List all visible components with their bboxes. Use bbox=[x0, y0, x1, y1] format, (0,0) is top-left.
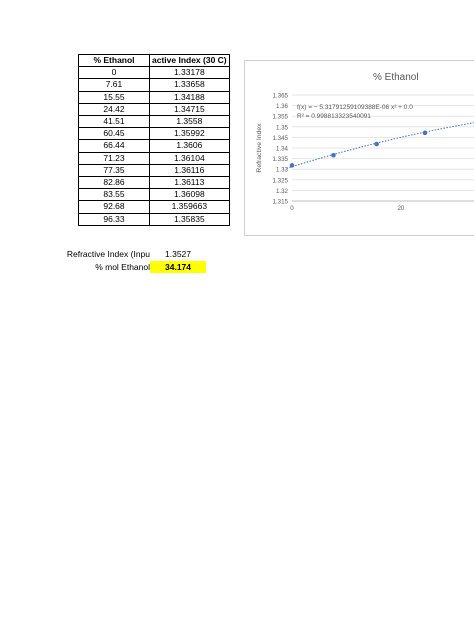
output-label: % mol Ethanol bbox=[95, 262, 150, 272]
y-tick-label: 1.345 bbox=[272, 134, 288, 142]
header-percent-ethanol[interactable]: % Ethanol bbox=[79, 55, 150, 67]
table-row bbox=[79, 116, 230, 128]
cell-refractive-index[interactable]: 1.33178 bbox=[150, 67, 230, 79]
input-value-cell[interactable]: 1.3527 bbox=[165, 249, 191, 259]
table-row bbox=[79, 91, 230, 103]
x-tick-label: 20 bbox=[397, 205, 405, 212]
data-point bbox=[374, 142, 379, 147]
cell-percent-ethanol[interactable]: 60.45 bbox=[79, 128, 150, 140]
table-header-row bbox=[79, 55, 230, 67]
data-point bbox=[423, 131, 428, 136]
y-tick-label: 1.34 bbox=[275, 145, 288, 153]
table-row bbox=[79, 79, 230, 91]
cell-refractive-index[interactable]: 1.34188 bbox=[150, 91, 230, 103]
calculator bbox=[66, 248, 226, 278]
cell-percent-ethanol[interactable]: 15.55 bbox=[79, 91, 150, 103]
cell-refractive-index[interactable]: 1.33658 bbox=[150, 79, 230, 91]
header-refractive-index[interactable]: active Index (30 C) bbox=[150, 55, 230, 67]
table-row bbox=[79, 67, 230, 79]
y-tick-label: 1.355 bbox=[272, 113, 288, 121]
scatter-chart bbox=[245, 61, 474, 235]
input-label: Refractive Index (Inpu bbox=[66, 249, 150, 259]
cell-percent-ethanol[interactable]: 92.68 bbox=[79, 201, 150, 213]
cell-refractive-index[interactable]: 1.3606 bbox=[150, 140, 230, 152]
table-row bbox=[79, 201, 230, 213]
table-row bbox=[79, 128, 230, 140]
cell-refractive-index[interactable]: 1.36104 bbox=[150, 152, 230, 164]
y-axis-label: Refractive Index bbox=[256, 123, 263, 173]
cell-refractive-index[interactable]: 1.34715 bbox=[150, 103, 230, 115]
cell-percent-ethanol[interactable]: 0 bbox=[79, 67, 150, 79]
table-row bbox=[79, 189, 230, 201]
table-row bbox=[79, 164, 230, 176]
cell-percent-ethanol[interactable]: 96.33 bbox=[79, 213, 150, 225]
cell-percent-ethanol[interactable]: 77.35 bbox=[79, 164, 150, 176]
table-row bbox=[79, 140, 230, 152]
cell-percent-ethanol[interactable]: 41.51 bbox=[79, 116, 150, 128]
cell-percent-ethanol[interactable]: 66.44 bbox=[79, 140, 150, 152]
table-row bbox=[79, 103, 230, 115]
data-table bbox=[78, 54, 230, 226]
y-tick-label: 1.36 bbox=[275, 103, 288, 111]
x-tick-label: 0 bbox=[290, 205, 294, 212]
y-tick-label: 1.32 bbox=[275, 187, 288, 195]
y-tick-label: 1.335 bbox=[272, 156, 288, 164]
cell-refractive-index[interactable]: 1.3558 bbox=[150, 116, 230, 128]
table-row bbox=[79, 152, 230, 164]
output-value-cell[interactable]: 34.174 bbox=[150, 261, 206, 273]
y-tick-label: 1.315 bbox=[272, 198, 288, 206]
cell-percent-ethanol[interactable]: 7.61 bbox=[79, 79, 150, 91]
cell-refractive-index[interactable]: 1.35835 bbox=[150, 213, 230, 225]
table-row bbox=[79, 213, 230, 225]
y-tick-label: 1.33 bbox=[275, 166, 288, 174]
cell-percent-ethanol[interactable]: 83.55 bbox=[79, 189, 150, 201]
y-tick-label: 1.365 bbox=[272, 92, 288, 100]
chart-title: % Ethanol bbox=[373, 72, 419, 83]
chart-panel[interactable] bbox=[244, 60, 474, 236]
cell-percent-ethanol[interactable]: 82.86 bbox=[79, 177, 150, 189]
r-squared-label: R² = 0.998813323540091 bbox=[297, 113, 371, 120]
cell-percent-ethanol[interactable]: 71.23 bbox=[79, 152, 150, 164]
cell-refractive-index[interactable]: 1.359663 bbox=[150, 201, 230, 213]
table-row bbox=[79, 177, 230, 189]
data-point bbox=[290, 163, 295, 168]
cell-refractive-index[interactable]: 1.36113 bbox=[150, 177, 230, 189]
cell-percent-ethanol[interactable]: 24.42 bbox=[79, 103, 150, 115]
cell-refractive-index[interactable]: 1.36116 bbox=[150, 164, 230, 176]
data-point bbox=[331, 153, 336, 158]
cell-refractive-index[interactable]: 1.36098 bbox=[150, 189, 230, 201]
cell-refractive-index[interactable]: 1.35992 bbox=[150, 128, 230, 140]
trendline-equation: f(x) = − 5.31791259109388E-06 x² + 0.0 bbox=[297, 104, 413, 111]
y-tick-label: 1.325 bbox=[272, 177, 288, 185]
y-tick-label: 1.35 bbox=[275, 124, 288, 132]
